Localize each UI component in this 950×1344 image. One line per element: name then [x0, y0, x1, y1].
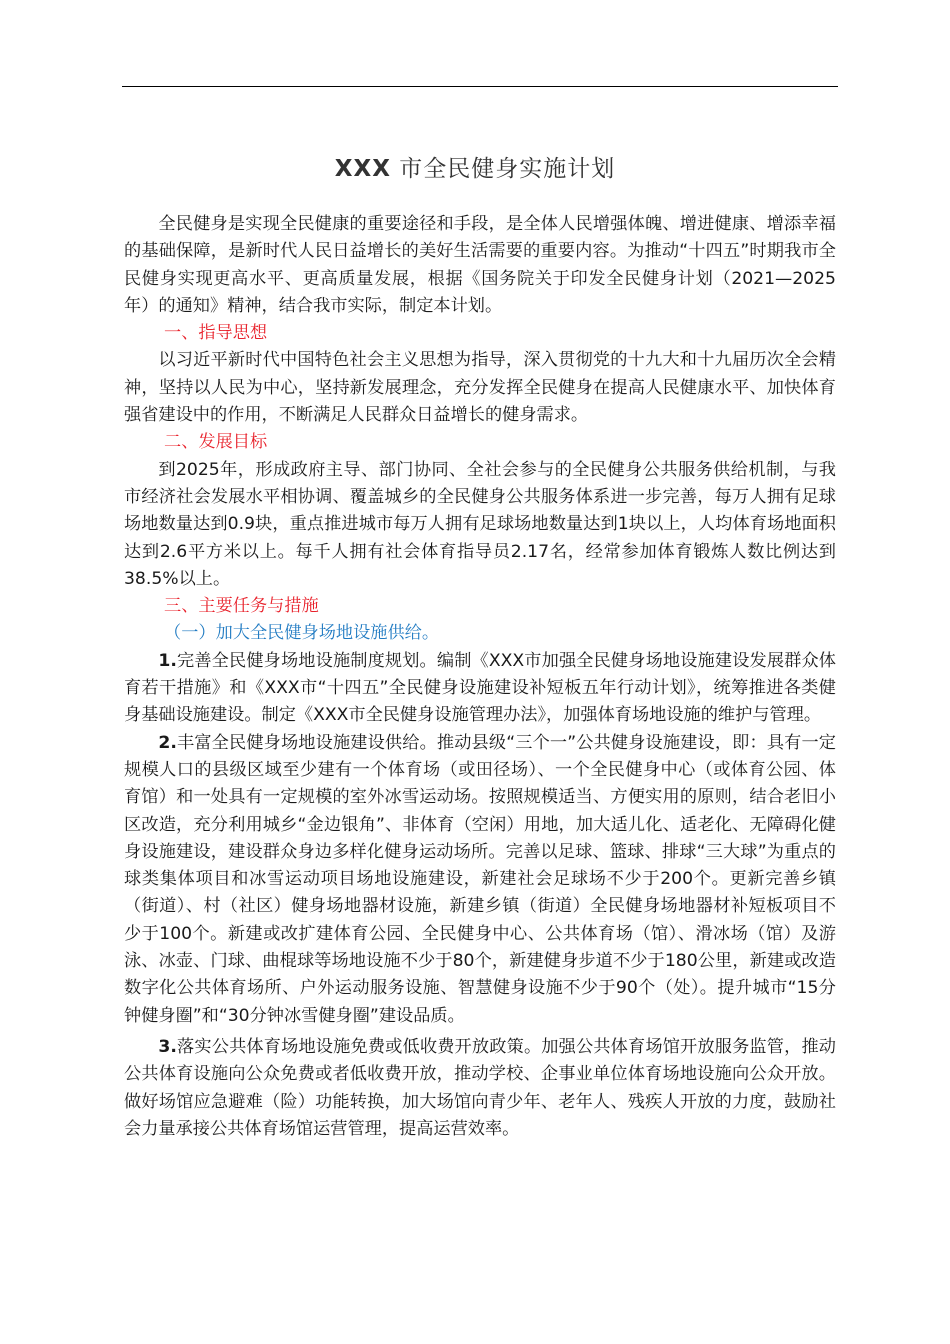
intro-paragraph: 全民健身是实现全民健康的重要途径和手段，是全体人民增强体魄、增进健康、增添幸福的基础保障，是新时代人民日益增长的美好生活需要的重要内容。为推动“十四五”时期我市全民健身实现更高水平、更高质量发展，根据《国务院关于印发全民健身计划（2021—2025年）的通知》精神，结合我市实际，制定本计划。	[124, 214, 836, 316]
item-2-number: 2.	[158, 732, 177, 753]
document-title	[0, 150, 950, 183]
section-heading-main-tasks: 三、主要任务与措施	[164, 596, 319, 617]
document-body	[124, 211, 836, 1143]
subsection-heading-facilities: （一）加大全民健身场地设施供给。	[164, 623, 440, 644]
item-1-number: 1.	[158, 650, 177, 671]
section-heading-development-goals: 二、发展目标	[164, 432, 268, 453]
item-1-paragraph	[124, 648, 836, 730]
section2-paragraph: 到2025年，形成政府主导、部门协同、全社会参与的全民健身公共服务供给机制，与我市经济社会发展水平相协调、覆盖城乡的全民健身公共服务体系进一步完善，每万人拥有足球场地数量达到0.9块，重点推进城市每万人拥有足球场地数量达到1块以上，人均体育场地面积达到2.6平方米以上。每千人拥有社会体育指导员2.17名，经常参加体育锻炼人数比例达到38.5%以上。	[124, 459, 836, 589]
item-3-number: 3.	[158, 1036, 177, 1057]
item-3-text: 落实公共体育场地设施免费或低收费开放政策。加强公共体育场馆开放服务监管，推动公共体育设施向公众免费或者低收费开放，推动学校、企事业单位体育场地设施向公众开放。做好场馆应急避难（险）功能转换，加大场馆向青少年、老年人、残疾人开放的力度，鼓励社会力量承接公共体育场馆运营管理，提高运营效率。	[124, 1036, 836, 1139]
header-rule	[122, 86, 838, 87]
title-rest: 市全民健身实施计划	[399, 156, 616, 182]
section-heading-guiding-ideology: 一、指导思想	[164, 323, 268, 344]
item-2-text: 丰富全民健身场地设施建设供给。推动县级“三个一”公共健身设施建设，即：具有一定规模人口的县级区域至少建有一个体育场（或田径场）、一个全民健身中心（或体育公园、体育馆）和一处具有一定规模的室外冰雪运动场。按照规模适当、方便实用的原则，结合老旧小区改造，充分利用城乡“金边银角”、非体育（空闲）用地，加大适儿化、适老化、无障碍化健身设施建设，建设群众身边多样化健身运动场所。完善以足球、篮球、排球“三大球”为重点的球类集体项目和冰雪运动项目场地设施建设，新建社会足球场不少于200个。更新完善乡镇（街道）、村（社区）健身场地器材设施，新建乡镇（街道）全民健身场地器材补短板项目不少于100个。新建或改扩建体育公园、全民健身中心、公共体育场（馆）、滑冰场（馆）及游泳、冰壶、门球、曲棍球等场地设施不少于80个，新建健身步道不少于180公里，新建或改造数字化公共体育场所、户外运动服务设施、智慧健身设施不少于90个（处）。提升城市“15分钟健身圈”和“30分钟冰雪健身圈”建设品质。	[124, 732, 836, 1026]
item-3-paragraph	[124, 1034, 836, 1143]
item-2-paragraph	[124, 730, 836, 1030]
item-1-text: 完善全民健身场地设施制度规划。编制《XXX市加强全民健身场地设施建设发展群众体育若干措施》和《XXX市“十四五”全民健身设施建设补短板五年行动计划》，统筹推进各类健身基础设施建设。制定《XXX市全民健身设施管理办法》，加强体育场地设施的维护与管理。	[124, 650, 836, 726]
title-prefix: XXX	[334, 156, 391, 182]
section1-paragraph: 以习近平新时代中国特色社会主义思想为指导，深入贯彻党的十九大和十九届历次全会精神，坚持以人民为中心，坚持新发展理念，充分发挥全民健身在提高人民健康水平、加快体育强省建设中的作用，不断满足人民群众日益增长的健身需求。	[124, 350, 836, 426]
